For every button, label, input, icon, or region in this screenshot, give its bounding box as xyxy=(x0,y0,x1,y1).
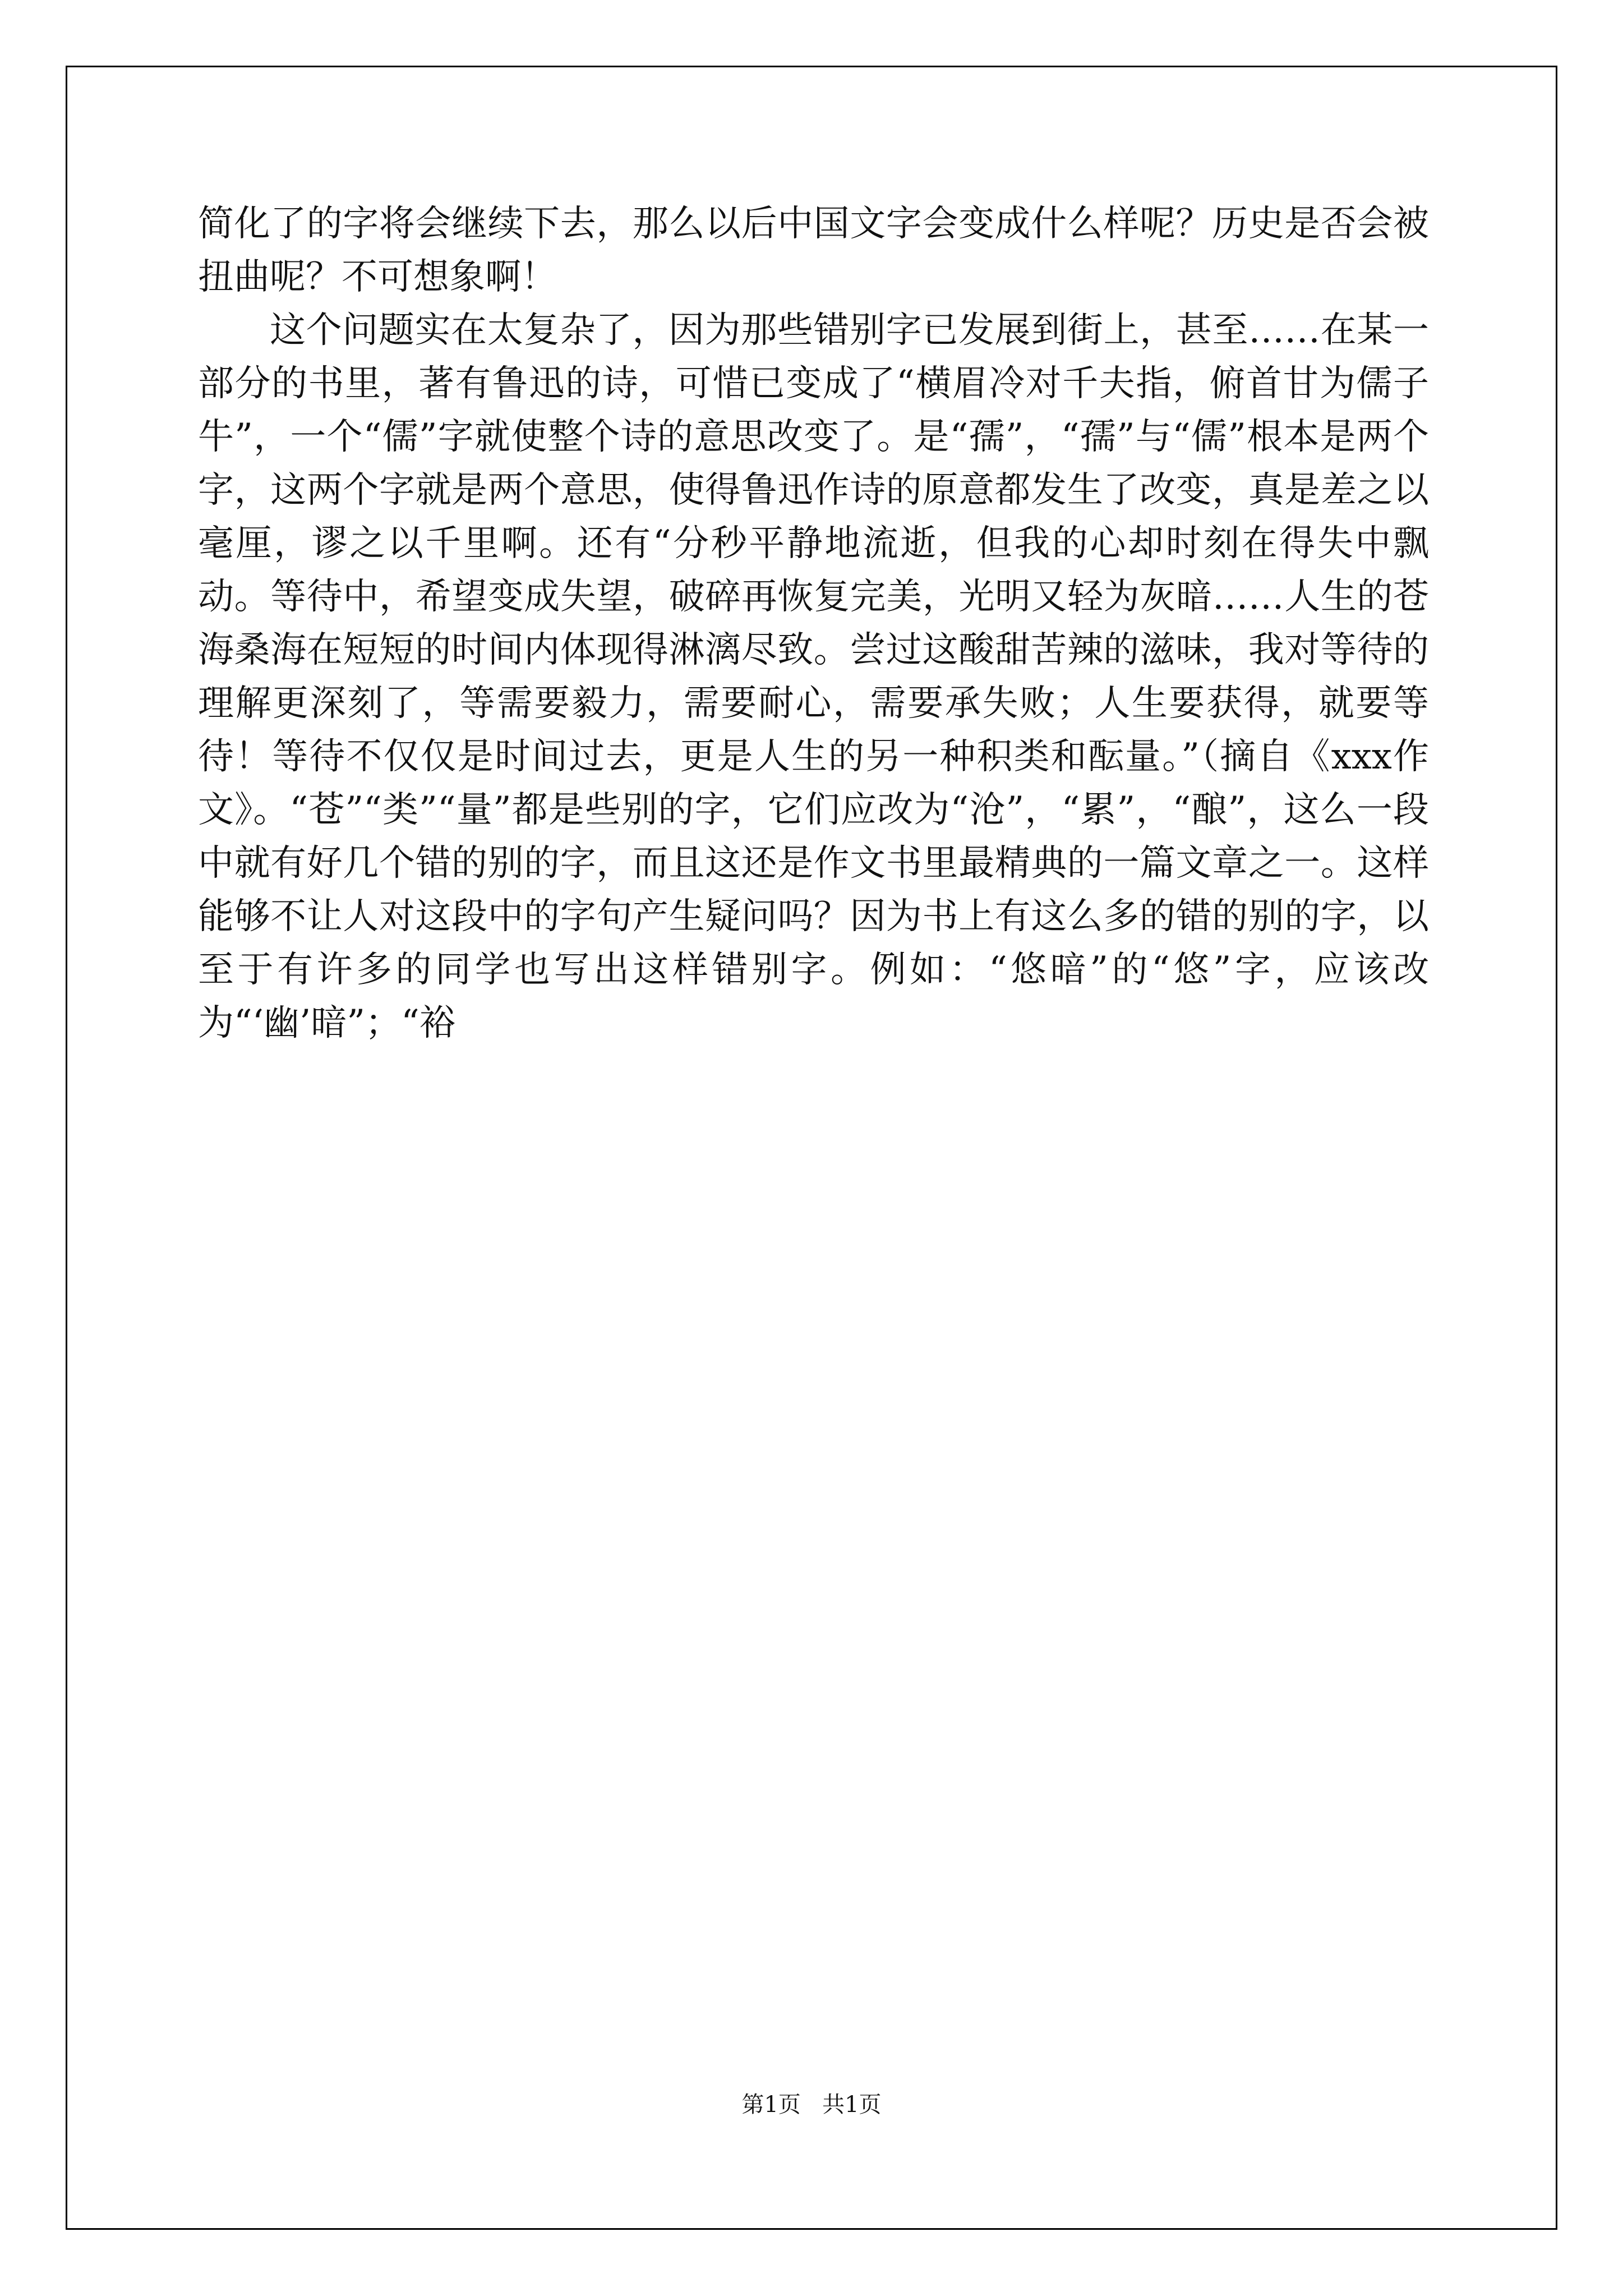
page-total: 共1页 xyxy=(822,2092,882,2118)
document-body xyxy=(198,197,1429,1050)
paragraph-1: 简化了的字将会继续下去，那么以后中国文字会变成什么样呢？历史是否会被扭曲呢？不可想象啊！ xyxy=(198,203,1429,298)
paragraph-2: 这个问题实在太复杂了，因为那些错别字已发展到街上，甚至……在某一部分的书里，著有鲁迅的诗，可惜已变成了“横眉冷对千夫指，俯首甘为儒子牛”，一个“儒”字就使整个诗的意思改变了。是“孺”，“孺”与“儒”根本是两个字，这两个字就是两个意思，使得鲁迅作诗的原意都发生了改变，真是差之以毫厘，谬之以千里啊。还有“分秒平静地流逝，但我的心却时刻在得失中飘动。等待中，希望变成失望，破碎再恢复完美，光明又轻为灰暗……人生的苍海桑海在短短的时间内体现得淋漓尽致。尝过这酸甜苦辣的滋味，我对等待的理解更深刻了，等需要毅力，需要耐心，需要承失败；人生要获得，就要等待！等待不仅仅是时间过去，更是人生的另一种积类和酝量。”（摘自《xxx作文》。“苍”“类”“量”都是些别的字，它们应改为“沧”，“累”，“酿”，这么一段中就有好几个错的别的字，而且这还是作文书里最精典的一篇文章之一。这样能够不让人对这段中的字句产生疑问吗？因为书上有这么多的错的别的字，以至于有许多的同学也写出这样错别字。例如：“悠暗”的“悠”字，应该改为“‘幽’暗”；“裕 xyxy=(198,310,1429,1044)
page-footer xyxy=(0,2091,1623,2119)
page-number: 第1页 xyxy=(741,2092,801,2118)
